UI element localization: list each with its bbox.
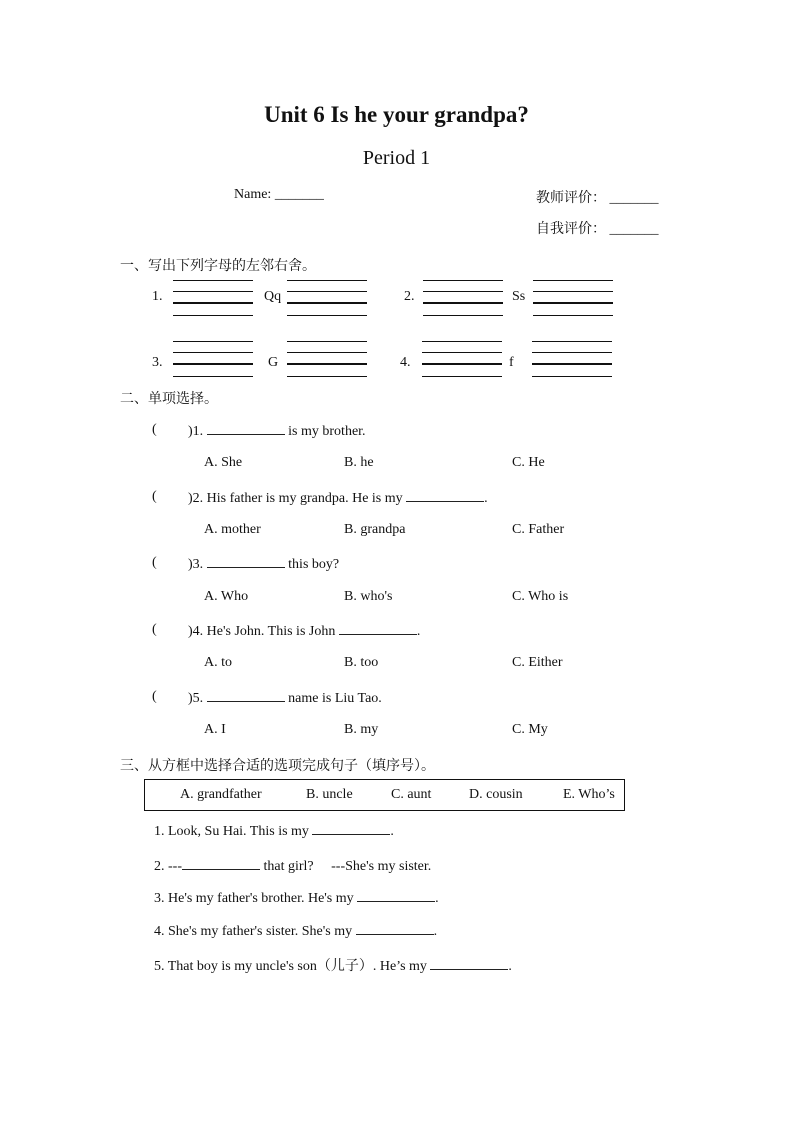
section1-heading: 一、写出下列字母的左邻右舍。 bbox=[120, 258, 316, 274]
question-stem bbox=[188, 689, 382, 707]
question-stem bbox=[188, 489, 488, 507]
answer-blank[interactable] bbox=[207, 555, 285, 568]
option-c[interactable]: C. Father bbox=[512, 522, 565, 537]
sentence-text: 1. Look, Su Hai. This is my bbox=[154, 824, 309, 839]
fill-sentence bbox=[154, 922, 437, 940]
option-c[interactable]: C. Either bbox=[512, 655, 563, 670]
answer-blank[interactable] bbox=[356, 922, 434, 935]
letter-item-letter: f bbox=[509, 355, 514, 370]
page-title: Unit 6 Is he your grandpa? bbox=[264, 102, 529, 127]
writing-grid-left[interactable] bbox=[173, 341, 253, 377]
letter-item-number: 2. bbox=[404, 289, 415, 304]
writing-grid-left[interactable] bbox=[423, 280, 503, 316]
letter-item-number: 4. bbox=[400, 355, 411, 370]
option-b[interactable]: B. he bbox=[344, 455, 374, 470]
question-punct: . bbox=[416, 624, 421, 639]
writing-grid-left[interactable] bbox=[422, 341, 502, 377]
sentence-text: 4. She's my father's sister. She's my bbox=[154, 924, 353, 939]
sentence-punct: . bbox=[508, 959, 512, 974]
question-number: )3. bbox=[188, 557, 204, 572]
fill-sentence bbox=[154, 889, 439, 907]
option-b[interactable]: B. my bbox=[344, 722, 379, 737]
answer-bracket[interactable]: ( bbox=[152, 489, 157, 504]
question-text: is my brother. bbox=[288, 424, 366, 439]
question-stem bbox=[188, 622, 420, 640]
option-b[interactable]: B. too bbox=[344, 655, 379, 670]
option-a[interactable]: A. to bbox=[204, 655, 232, 670]
sentence-punct: . bbox=[435, 891, 439, 906]
option-a[interactable]: A. She bbox=[204, 455, 243, 470]
letter-item-letter: Qq bbox=[264, 289, 282, 304]
question-punct: . bbox=[484, 491, 488, 506]
fill-sentence bbox=[154, 855, 431, 875]
writing-grid-right[interactable] bbox=[287, 341, 367, 377]
name-blank: _______ bbox=[274, 187, 324, 202]
sentence-punct: . bbox=[433, 924, 438, 939]
question-text: He's John. This is John bbox=[206, 624, 336, 639]
option-a[interactable]: A. mother bbox=[204, 522, 261, 537]
question-number: )1. bbox=[188, 424, 204, 439]
word-bank-item: C. aunt bbox=[391, 787, 432, 802]
section2-heading: 二、单项选择。 bbox=[120, 391, 218, 407]
answer-blank[interactable] bbox=[430, 957, 508, 970]
sentence-text: 5. That boy is my uncle's son（儿子）. He’s my bbox=[154, 959, 427, 974]
self-eval-label: 自我评价： bbox=[536, 221, 606, 237]
writing-grid-left[interactable] bbox=[173, 280, 253, 316]
letter-item-number: 3. bbox=[152, 355, 163, 370]
teacher-eval-label: 教师评价： bbox=[536, 190, 606, 206]
answer-blank[interactable] bbox=[406, 489, 484, 502]
answer-blank[interactable] bbox=[339, 622, 417, 635]
sentence-text: 2. --- bbox=[154, 859, 182, 874]
question-stem bbox=[188, 555, 339, 573]
option-a[interactable]: A. Who bbox=[204, 589, 249, 604]
answer-blank[interactable] bbox=[182, 857, 260, 870]
answer-bracket[interactable]: ( bbox=[152, 689, 157, 704]
answer-blank[interactable] bbox=[207, 422, 285, 435]
self-eval-field[interactable] bbox=[536, 218, 659, 238]
fill-sentence bbox=[154, 955, 512, 975]
option-b[interactable]: B. grandpa bbox=[344, 522, 406, 537]
word-bank-item: A. grandfather bbox=[180, 787, 262, 802]
answer-blank[interactable] bbox=[357, 889, 435, 902]
word-bank-box bbox=[144, 779, 625, 811]
answer-bracket[interactable]: ( bbox=[152, 555, 157, 570]
letter-item-letter: Ss bbox=[512, 289, 526, 304]
writing-grid-right[interactable] bbox=[533, 280, 613, 316]
sentence-text: that girl? ---She's my sister. bbox=[263, 859, 432, 874]
section3-heading: 三、从方框中选择合适的选项完成句子（填序号）。 bbox=[120, 758, 435, 774]
question-text: this boy? bbox=[288, 557, 340, 572]
letter-item-number: 1. bbox=[152, 289, 163, 304]
word-bank-item: E. Who’s bbox=[563, 787, 615, 802]
letter-item-letter: G bbox=[268, 355, 279, 370]
answer-bracket[interactable]: ( bbox=[152, 422, 157, 437]
question-text: His father is my grandpa. He is my bbox=[206, 491, 403, 506]
teacher-eval-field[interactable] bbox=[536, 187, 659, 207]
writing-grid-right[interactable] bbox=[287, 280, 367, 316]
sentence-text: 3. He's my father's brother. He's my bbox=[154, 891, 354, 906]
word-bank-item: D. cousin bbox=[469, 787, 523, 802]
question-number: )4. bbox=[188, 624, 204, 639]
question-number: )2. bbox=[188, 491, 204, 506]
answer-blank[interactable] bbox=[207, 689, 285, 702]
name-label: Name: bbox=[234, 187, 272, 202]
question-number: )5. bbox=[188, 691, 204, 706]
writing-grid-right[interactable] bbox=[532, 341, 612, 377]
option-c[interactable]: C. Who is bbox=[512, 589, 569, 604]
option-c[interactable]: C. My bbox=[512, 722, 548, 737]
teacher-eval-blank: _______ bbox=[609, 191, 659, 206]
option-a[interactable]: A. I bbox=[204, 722, 226, 737]
option-b[interactable]: B. who's bbox=[344, 589, 393, 604]
word-bank-item: B. uncle bbox=[306, 787, 353, 802]
fill-sentence bbox=[154, 822, 394, 840]
page-subtitle: Period 1 bbox=[362, 147, 431, 169]
question-stem bbox=[188, 422, 366, 440]
sentence-punct: . bbox=[390, 824, 394, 839]
answer-blank[interactable] bbox=[312, 822, 390, 835]
option-c[interactable]: C. He bbox=[512, 455, 545, 470]
question-text: name is Liu Tao. bbox=[288, 691, 382, 706]
self-eval-blank: _______ bbox=[609, 222, 659, 237]
answer-bracket[interactable]: ( bbox=[152, 622, 157, 637]
name-field[interactable] bbox=[234, 187, 324, 203]
